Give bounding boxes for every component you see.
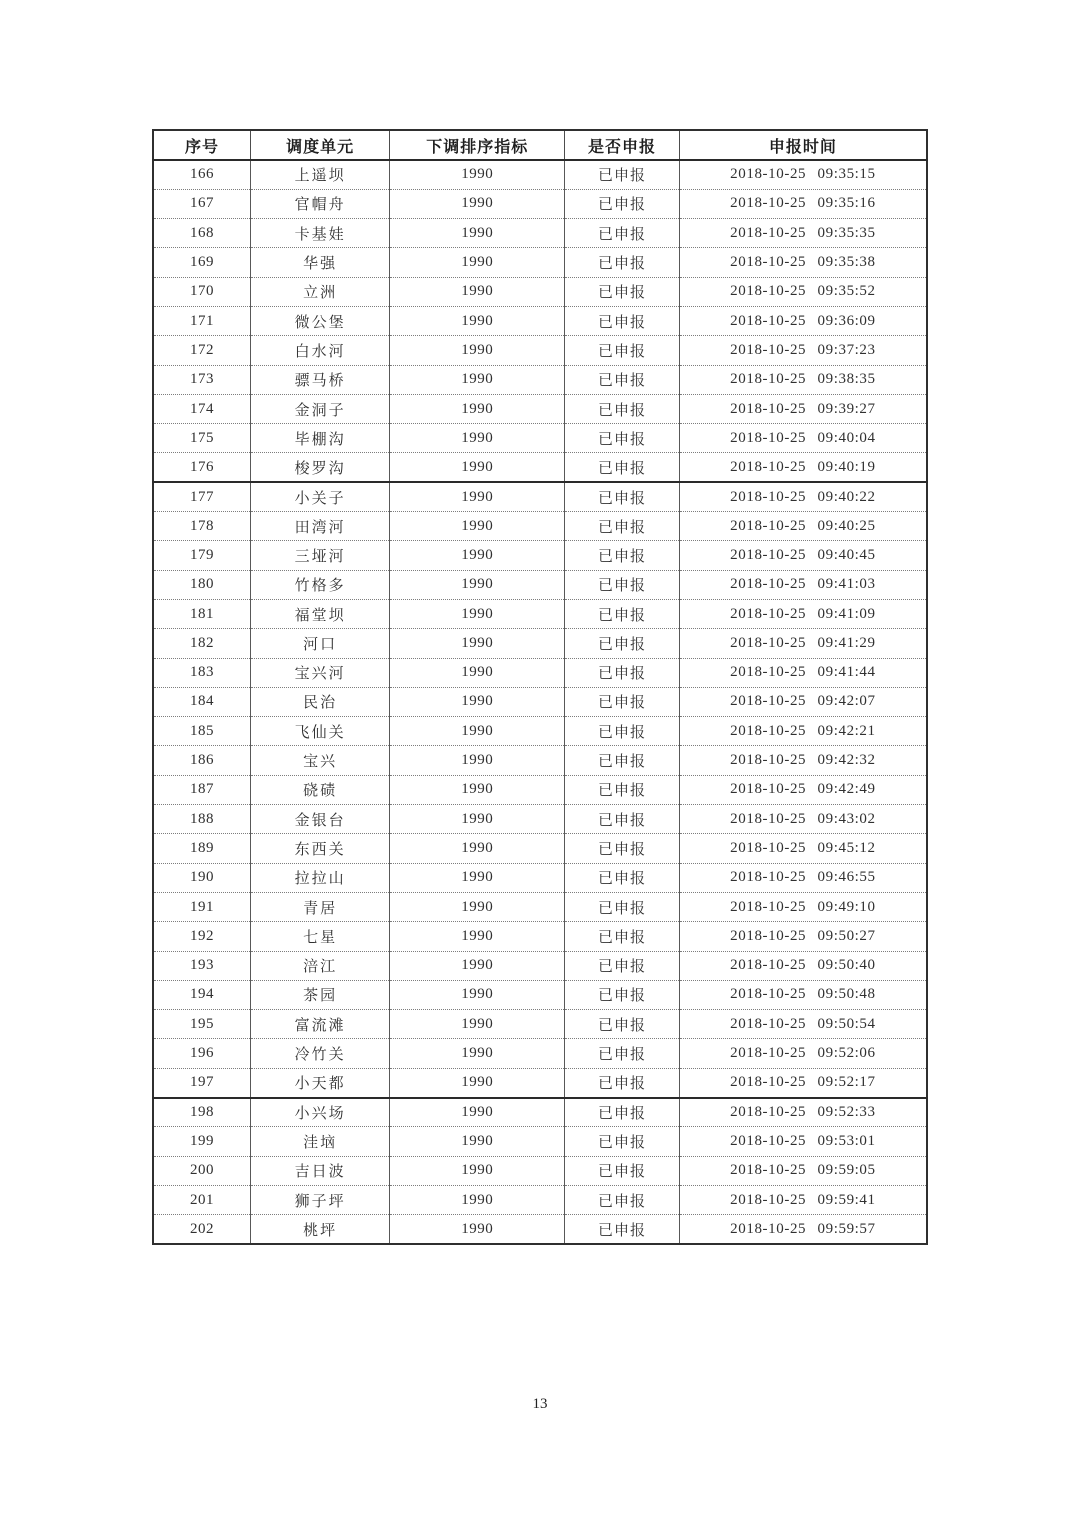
cell-down-sort-index: 1990: [390, 980, 565, 1009]
cell-declare-time: 2018-10-25 09:41:29: [679, 629, 927, 658]
dispatch-declaration-table: [152, 129, 928, 1245]
cell-declare-time: 2018-10-25 09:52:17: [679, 1068, 927, 1097]
cell-down-sort-index: 1990: [390, 365, 565, 394]
table-row: [153, 1039, 927, 1068]
table-row: [153, 365, 927, 394]
table-row: [153, 922, 927, 951]
cell-serial-number: 177: [153, 482, 251, 511]
cell-serial-number: 184: [153, 687, 251, 716]
cell-serial-number: 192: [153, 922, 251, 951]
cell-dispatch-unit: 宝兴: [251, 746, 390, 775]
cell-down-sort-index: 1990: [390, 892, 565, 921]
col-header-dispatch-unit: 调度单元: [251, 130, 390, 160]
cell-dispatch-unit: 小兴场: [251, 1098, 390, 1127]
cell-dispatch-unit: 七星: [251, 922, 390, 951]
cell-declared-status: 已申报: [565, 1156, 680, 1185]
cell-serial-number: 166: [153, 160, 251, 189]
cell-declared-status: 已申报: [565, 951, 680, 980]
cell-serial-number: 195: [153, 1010, 251, 1039]
cell-declare-time: 2018-10-25 09:41:44: [679, 658, 927, 687]
cell-dispatch-unit: 小关子: [251, 482, 390, 511]
cell-dispatch-unit: 华强: [251, 248, 390, 277]
cell-dispatch-unit: 金洞子: [251, 394, 390, 423]
cell-dispatch-unit: 卡基娃: [251, 219, 390, 248]
cell-dispatch-unit: 竹格多: [251, 570, 390, 599]
table-row: [153, 1215, 927, 1244]
cell-declared-status: 已申报: [565, 629, 680, 658]
table-row: [153, 951, 927, 980]
cell-serial-number: 194: [153, 980, 251, 1009]
table-row: [153, 1156, 927, 1185]
cell-declare-time: 2018-10-25 09:35:16: [679, 189, 927, 218]
cell-declared-status: 已申报: [565, 775, 680, 804]
cell-dispatch-unit: 白水河: [251, 336, 390, 365]
cell-serial-number: 185: [153, 717, 251, 746]
cell-declared-status: 已申报: [565, 1068, 680, 1097]
cell-down-sort-index: 1990: [390, 805, 565, 834]
cell-down-sort-index: 1990: [390, 922, 565, 951]
cell-declare-time: 2018-10-25 09:35:15: [679, 160, 927, 189]
cell-declared-status: 已申报: [565, 189, 680, 218]
cell-down-sort-index: 1990: [390, 306, 565, 335]
cell-dispatch-unit: 河口: [251, 629, 390, 658]
cell-declare-time: 2018-10-25 09:59:57: [679, 1215, 927, 1244]
cell-down-sort-index: 1990: [390, 687, 565, 716]
cell-dispatch-unit: 骠马桥: [251, 365, 390, 394]
cell-down-sort-index: 1990: [390, 775, 565, 804]
cell-down-sort-index: 1990: [390, 629, 565, 658]
cell-dispatch-unit: 梭罗沟: [251, 453, 390, 482]
cell-down-sort-index: 1990: [390, 541, 565, 570]
cell-dispatch-unit: 狮子坪: [251, 1185, 390, 1214]
cell-dispatch-unit: 东西关: [251, 834, 390, 863]
cell-declared-status: 已申报: [565, 1215, 680, 1244]
cell-declared-status: 已申报: [565, 1185, 680, 1214]
cell-dispatch-unit: 田湾河: [251, 512, 390, 541]
table-row: [153, 834, 927, 863]
table-row: [153, 248, 927, 277]
cell-serial-number: 179: [153, 541, 251, 570]
cell-serial-number: 198: [153, 1098, 251, 1127]
cell-dispatch-unit: 小天都: [251, 1068, 390, 1097]
table-row: [153, 277, 927, 306]
cell-declare-time: 2018-10-25 09:42:21: [679, 717, 927, 746]
cell-declared-status: 已申报: [565, 1010, 680, 1039]
cell-serial-number: 174: [153, 394, 251, 423]
table-row: [153, 219, 927, 248]
cell-declare-time: 2018-10-25 09:35:35: [679, 219, 927, 248]
cell-serial-number: 199: [153, 1127, 251, 1156]
cell-declared-status: 已申报: [565, 980, 680, 1009]
cell-down-sort-index: 1990: [390, 658, 565, 687]
cell-declared-status: 已申报: [565, 1127, 680, 1156]
cell-declare-time: 2018-10-25 09:50:54: [679, 1010, 927, 1039]
cell-serial-number: 196: [153, 1039, 251, 1068]
cell-declare-time: 2018-10-25 09:50:40: [679, 951, 927, 980]
table-row: [153, 599, 927, 628]
cell-declare-time: 2018-10-25 09:40:22: [679, 482, 927, 511]
cell-serial-number: 183: [153, 658, 251, 687]
cell-serial-number: 201: [153, 1185, 251, 1214]
cell-dispatch-unit: 上遥坝: [251, 160, 390, 189]
cell-serial-number: 189: [153, 834, 251, 863]
table-row: [153, 687, 927, 716]
cell-down-sort-index: 1990: [390, 453, 565, 482]
cell-declare-time: 2018-10-25 09:35:52: [679, 277, 927, 306]
cell-serial-number: 181: [153, 599, 251, 628]
cell-declared-status: 已申报: [565, 892, 680, 921]
table-row: [153, 570, 927, 599]
cell-dispatch-unit: 宝兴河: [251, 658, 390, 687]
cell-declared-status: 已申报: [565, 834, 680, 863]
cell-declare-time: 2018-10-25 09:41:03: [679, 570, 927, 599]
cell-down-sort-index: 1990: [390, 277, 565, 306]
cell-dispatch-unit: 青居: [251, 892, 390, 921]
cell-down-sort-index: 1990: [390, 160, 565, 189]
cell-down-sort-index: 1990: [390, 1068, 565, 1097]
cell-dispatch-unit: 吉日波: [251, 1156, 390, 1185]
cell-dispatch-unit: 富流滩: [251, 1010, 390, 1039]
cell-declared-status: 已申报: [565, 512, 680, 541]
cell-declare-time: 2018-10-25 09:42:07: [679, 687, 927, 716]
cell-dispatch-unit: 茶园: [251, 980, 390, 1009]
cell-declared-status: 已申报: [565, 863, 680, 892]
col-header-declared-or-not: 是否申报: [565, 130, 680, 160]
table-row: [153, 1010, 927, 1039]
cell-down-sort-index: 1990: [390, 512, 565, 541]
cell-dispatch-unit: 毕棚沟: [251, 424, 390, 453]
cell-declare-time: 2018-10-25 09:50:27: [679, 922, 927, 951]
cell-down-sort-index: 1990: [390, 717, 565, 746]
cell-dispatch-unit: 微公堡: [251, 306, 390, 335]
cell-down-sort-index: 1990: [390, 1039, 565, 1068]
cell-declared-status: 已申报: [565, 805, 680, 834]
table-row: [153, 482, 927, 511]
cell-declared-status: 已申报: [565, 424, 680, 453]
cell-down-sort-index: 1990: [390, 863, 565, 892]
cell-dispatch-unit: 官帽舟: [251, 189, 390, 218]
cell-serial-number: 170: [153, 277, 251, 306]
page-number: 13: [532, 1396, 548, 1412]
cell-dispatch-unit: 拉拉山: [251, 863, 390, 892]
cell-declare-time: 2018-10-25 09:59:41: [679, 1185, 927, 1214]
cell-down-sort-index: 1990: [390, 336, 565, 365]
cell-serial-number: 193: [153, 951, 251, 980]
cell-dispatch-unit: 民治: [251, 687, 390, 716]
table-row: [153, 336, 927, 365]
cell-declare-time: 2018-10-25 09:42:32: [679, 746, 927, 775]
cell-serial-number: 187: [153, 775, 251, 804]
table-row: [153, 541, 927, 570]
cell-serial-number: 175: [153, 424, 251, 453]
cell-declared-status: 已申报: [565, 306, 680, 335]
col-header-serial-number: 序号: [153, 130, 251, 160]
cell-declare-time: 2018-10-25 09:43:02: [679, 805, 927, 834]
table-row: [153, 453, 927, 482]
cell-serial-number: 178: [153, 512, 251, 541]
cell-down-sort-index: 1990: [390, 482, 565, 511]
cell-declared-status: 已申报: [565, 336, 680, 365]
cell-down-sort-index: 1990: [390, 746, 565, 775]
cell-serial-number: 188: [153, 805, 251, 834]
cell-serial-number: 167: [153, 189, 251, 218]
cell-serial-number: 191: [153, 892, 251, 921]
cell-declare-time: 2018-10-25 09:46:55: [679, 863, 927, 892]
cell-declared-status: 已申报: [565, 570, 680, 599]
cell-serial-number: 168: [153, 219, 251, 248]
cell-dispatch-unit: 福堂坝: [251, 599, 390, 628]
cell-declare-time: 2018-10-25 09:40:04: [679, 424, 927, 453]
cell-down-sort-index: 1990: [390, 951, 565, 980]
cell-dispatch-unit: 冷竹关: [251, 1039, 390, 1068]
cell-dispatch-unit: 三垭河: [251, 541, 390, 570]
table-row: [153, 863, 927, 892]
cell-serial-number: 169: [153, 248, 251, 277]
cell-declared-status: 已申报: [565, 1098, 680, 1127]
cell-declare-time: 2018-10-25 09:38:35: [679, 365, 927, 394]
cell-serial-number: 202: [153, 1215, 251, 1244]
cell-declare-time: 2018-10-25 09:37:23: [679, 336, 927, 365]
cell-down-sort-index: 1990: [390, 1127, 565, 1156]
cell-declared-status: 已申报: [565, 482, 680, 511]
table-row: [153, 1098, 927, 1127]
cell-serial-number: 171: [153, 306, 251, 335]
table-row: [153, 805, 927, 834]
cell-serial-number: 182: [153, 629, 251, 658]
cell-declare-time: 2018-10-25 09:50:48: [679, 980, 927, 1009]
table-row: [153, 629, 927, 658]
cell-declared-status: 已申报: [565, 219, 680, 248]
cell-declare-time: 2018-10-25 09:35:38: [679, 248, 927, 277]
table-row: [153, 160, 927, 189]
cell-declared-status: 已申报: [565, 248, 680, 277]
cell-declare-time: 2018-10-25 09:40:45: [679, 541, 927, 570]
cell-declare-time: 2018-10-25 09:53:01: [679, 1127, 927, 1156]
table-row: [153, 189, 927, 218]
cell-down-sort-index: 1990: [390, 219, 565, 248]
cell-serial-number: 200: [153, 1156, 251, 1185]
cell-down-sort-index: 1990: [390, 394, 565, 423]
cell-down-sort-index: 1990: [390, 599, 565, 628]
table-row: [153, 1185, 927, 1214]
cell-serial-number: 197: [153, 1068, 251, 1097]
cell-down-sort-index: 1990: [390, 1010, 565, 1039]
cell-dispatch-unit: 金银台: [251, 805, 390, 834]
table-row: [153, 658, 927, 687]
cell-down-sort-index: 1990: [390, 570, 565, 599]
cell-dispatch-unit: 桃坪: [251, 1215, 390, 1244]
cell-down-sort-index: 1990: [390, 424, 565, 453]
col-header-down-sort-index: 下调排序指标: [390, 130, 565, 160]
cell-dispatch-unit: 洼垴: [251, 1127, 390, 1156]
table-row: [153, 1068, 927, 1097]
cell-serial-number: 180: [153, 570, 251, 599]
cell-down-sort-index: 1990: [390, 248, 565, 277]
cell-declare-time: 2018-10-25 09:42:49: [679, 775, 927, 804]
cell-serial-number: 190: [153, 863, 251, 892]
cell-declare-time: 2018-10-25 09:40:19: [679, 453, 927, 482]
cell-declare-time: 2018-10-25 09:40:25: [679, 512, 927, 541]
cell-declared-status: 已申报: [565, 1039, 680, 1068]
cell-declared-status: 已申报: [565, 160, 680, 189]
cell-declared-status: 已申报: [565, 922, 680, 951]
cell-declared-status: 已申报: [565, 599, 680, 628]
table-row: [153, 775, 927, 804]
table-row: [153, 892, 927, 921]
cell-declared-status: 已申报: [565, 746, 680, 775]
cell-declare-time: 2018-10-25 09:36:09: [679, 306, 927, 335]
table-row: [153, 980, 927, 1009]
cell-serial-number: 176: [153, 453, 251, 482]
cell-declare-time: 2018-10-25 09:45:12: [679, 834, 927, 863]
table-header-row: [153, 130, 927, 160]
cell-declare-time: 2018-10-25 09:41:09: [679, 599, 927, 628]
table-row: [153, 306, 927, 335]
col-header-declare-time: 申报时间: [679, 130, 927, 160]
cell-declare-time: 2018-10-25 09:49:10: [679, 892, 927, 921]
cell-down-sort-index: 1990: [390, 1156, 565, 1185]
cell-declared-status: 已申报: [565, 365, 680, 394]
table-row: [153, 717, 927, 746]
cell-dispatch-unit: 硗碛: [251, 775, 390, 804]
cell-declared-status: 已申报: [565, 658, 680, 687]
cell-declared-status: 已申报: [565, 541, 680, 570]
cell-down-sort-index: 1990: [390, 1215, 565, 1244]
cell-serial-number: 173: [153, 365, 251, 394]
cell-dispatch-unit: 立洲: [251, 277, 390, 306]
cell-down-sort-index: 1990: [390, 1098, 565, 1127]
cell-serial-number: 186: [153, 746, 251, 775]
cell-down-sort-index: 1990: [390, 189, 565, 218]
cell-declared-status: 已申报: [565, 453, 680, 482]
cell-declare-time: 2018-10-25 09:52:06: [679, 1039, 927, 1068]
cell-down-sort-index: 1990: [390, 1185, 565, 1214]
cell-declared-status: 已申报: [565, 394, 680, 423]
cell-dispatch-unit: 飞仙关: [251, 717, 390, 746]
cell-declared-status: 已申报: [565, 717, 680, 746]
table-row: [153, 746, 927, 775]
table-row: [153, 424, 927, 453]
cell-dispatch-unit: 涪江: [251, 951, 390, 980]
cell-serial-number: 172: [153, 336, 251, 365]
table-row: [153, 1127, 927, 1156]
cell-declare-time: 2018-10-25 09:39:27: [679, 394, 927, 423]
table-row: [153, 512, 927, 541]
table-row: [153, 394, 927, 423]
cell-declare-time: 2018-10-25 09:52:33: [679, 1098, 927, 1127]
cell-declared-status: 已申报: [565, 277, 680, 306]
cell-declared-status: 已申报: [565, 687, 680, 716]
cell-down-sort-index: 1990: [390, 834, 565, 863]
cell-declare-time: 2018-10-25 09:59:05: [679, 1156, 927, 1185]
